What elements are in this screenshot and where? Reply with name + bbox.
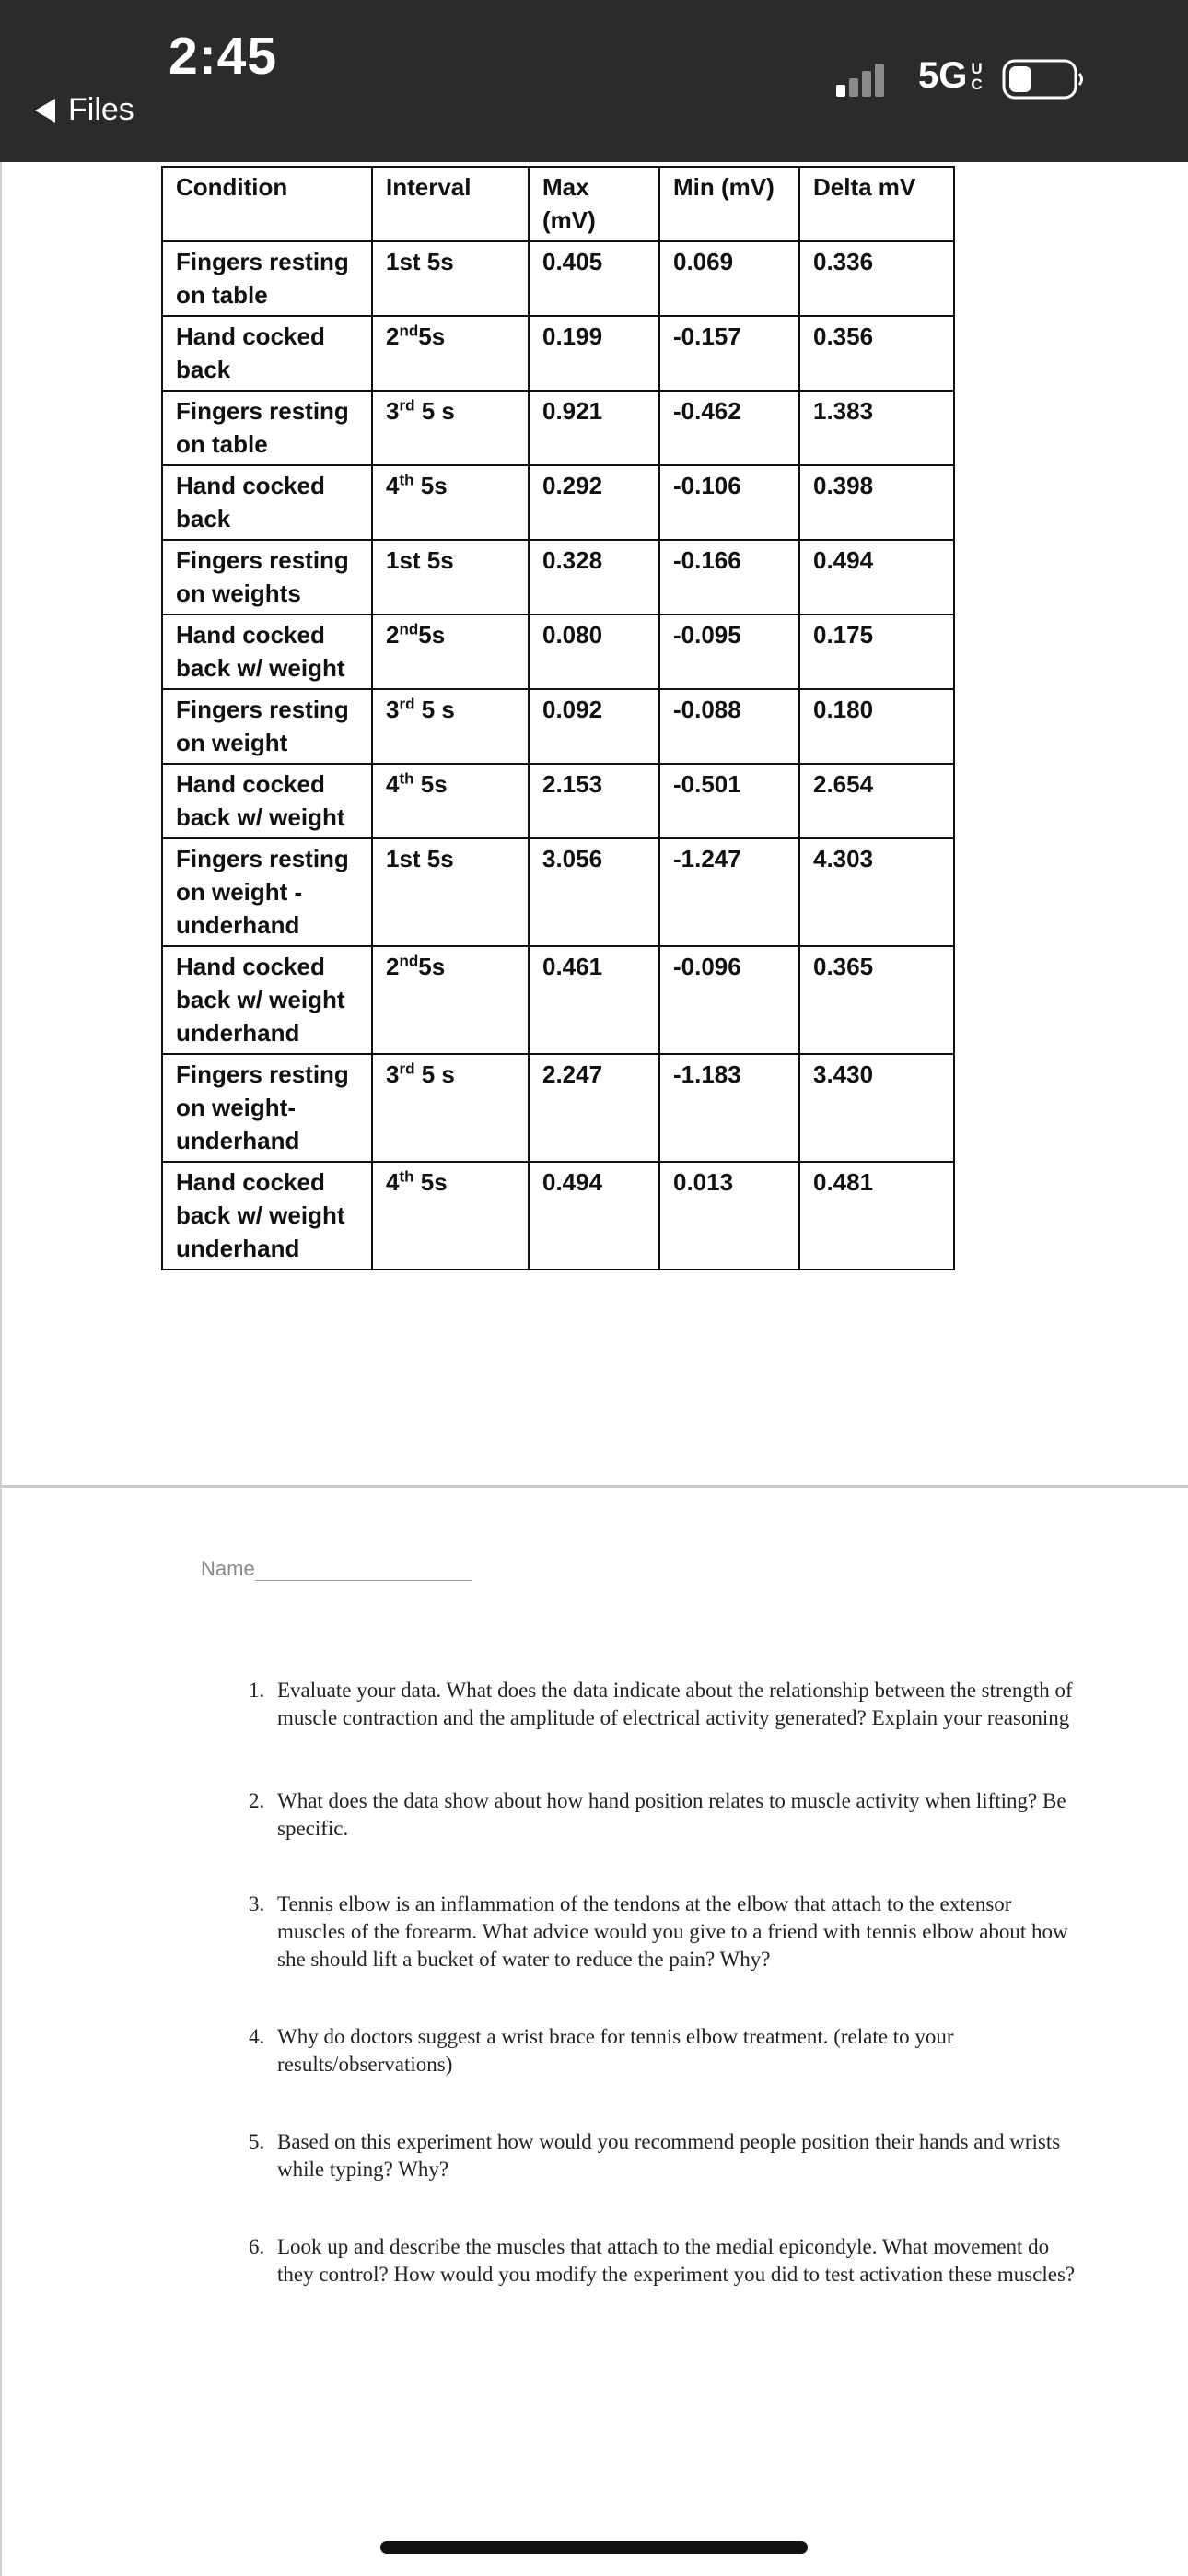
cell-condition: Hand cocked back w/ weight <box>162 615 372 689</box>
cell-min: -0.088 <box>659 689 799 764</box>
table-row <box>162 689 954 764</box>
signal-strength-icon <box>836 63 891 98</box>
cell-condition: Hand cocked back w/ weight underhand <box>162 946 372 1054</box>
cell-condition: Hand cocked back w/ weight <box>162 764 372 838</box>
table-row <box>162 540 954 615</box>
question-3: 3. Tennis elbow is an inflammation of the tendons at the elbow that attach to the extensor muscles of the forearm. What advice would you give to a friend with tennis elbow about how she should lift a bucket of water to reduce the pain? Why? <box>270 1891 1080 1973</box>
cell-max: 0.092 <box>529 689 659 764</box>
cell-min: -0.095 <box>659 615 799 689</box>
cell-max: 2.153 <box>529 764 659 838</box>
header-condition: Condition <box>162 167 372 241</box>
cell-min: -1.247 <box>659 838 799 946</box>
cell-condition: Fingers resting on weight <box>162 689 372 764</box>
name-field <box>201 1557 472 1581</box>
table-row <box>162 764 954 838</box>
cell-delta: 0.398 <box>799 465 954 540</box>
cell-delta: 0.175 <box>799 615 954 689</box>
cell-max: 0.292 <box>529 465 659 540</box>
table-row <box>162 241 954 316</box>
question-1: 1. Evaluate your data. What does the data indicate about the relationship between the strength of muscle contraction and the amplitude of electrical activity generated? Explain your reasoning <box>270 1677 1080 1732</box>
cell-min: -0.157 <box>659 316 799 391</box>
cell-condition: Fingers resting on weights <box>162 540 372 615</box>
cell-max: 0.494 <box>529 1162 659 1270</box>
table-row <box>162 1054 954 1162</box>
cell-condition: Fingers resting on weight- underhand <box>162 1054 372 1162</box>
cell-condition: Fingers resting on weight - underhand <box>162 838 372 946</box>
battery-icon <box>1002 59 1085 100</box>
status-time: 2:45 <box>169 27 278 86</box>
cell-max: 2.247 <box>529 1054 659 1162</box>
question-5: 5. Based on this experiment how would you recommend people position their hands and wrists while typing? Why? <box>270 2128 1080 2184</box>
name-blank-line <box>255 1562 472 1581</box>
table-row <box>162 465 954 540</box>
table-row <box>162 1162 954 1270</box>
table-header-row <box>162 167 954 241</box>
cell-delta: 3.430 <box>799 1054 954 1162</box>
table-body <box>162 241 954 1270</box>
cell-interval: 2nd5s <box>372 615 529 689</box>
cell-interval: 4th 5s <box>372 764 529 838</box>
cell-max: 0.080 <box>529 615 659 689</box>
network-subscript: U C <box>971 59 983 93</box>
header-delta: Delta mV <box>799 167 954 241</box>
cell-max: 0.199 <box>529 316 659 391</box>
cell-delta: 0.180 <box>799 689 954 764</box>
network-indicator <box>918 55 983 97</box>
cell-delta: 1.383 <box>799 391 954 465</box>
question-6: 6. Look up and describe the muscles that attach to the medial epicondyle. What movement do they control? How would you modify the experiment you did to test activation these muscles? <box>270 2233 1080 2289</box>
cell-delta: 0.494 <box>799 540 954 615</box>
cell-condition: Fingers resting on table <box>162 241 372 316</box>
cell-max: 3.056 <box>529 838 659 946</box>
cell-min: 0.069 <box>659 241 799 316</box>
header-min: Min (mV) <box>659 167 799 241</box>
question-2: 2. What does the data show about how hand position relates to muscle activity when lifting? Be specific. <box>270 1787 1080 1843</box>
table-row <box>162 391 954 465</box>
cell-max: 0.461 <box>529 946 659 1054</box>
cell-min: -1.183 <box>659 1054 799 1162</box>
cell-interval: 4th 5s <box>372 1162 529 1270</box>
status-bar <box>0 0 1188 162</box>
table-row <box>162 838 954 946</box>
cell-interval: 2nd5s <box>372 946 529 1054</box>
cell-condition: Hand cocked back <box>162 316 372 391</box>
header-interval: Interval <box>372 167 529 241</box>
cell-min: -0.106 <box>659 465 799 540</box>
cell-condition: Hand cocked back <box>162 465 372 540</box>
cell-min: -0.166 <box>659 540 799 615</box>
table-row <box>162 316 954 391</box>
network-type: 5G <box>918 55 968 96</box>
name-label: Name <box>201 1557 255 1580</box>
cell-interval: 1st 5s <box>372 241 529 316</box>
cell-delta: 0.336 <box>799 241 954 316</box>
cell-interval: 4th 5s <box>372 465 529 540</box>
table-row <box>162 615 954 689</box>
cell-condition: Hand cocked back w/ weight underhand <box>162 1162 372 1270</box>
cell-min: -0.462 <box>659 391 799 465</box>
cell-delta: 0.481 <box>799 1162 954 1270</box>
page-divider <box>0 1485 1188 1488</box>
question-4: 4. Why do doctors suggest a wrist brace for tennis elbow treatment. (relate to your results/observations) <box>270 2023 1080 2078</box>
cell-delta: 4.303 <box>799 838 954 946</box>
header-max: Max (mV) <box>529 167 659 241</box>
cell-min: -0.096 <box>659 946 799 1054</box>
cell-min: -0.501 <box>659 764 799 838</box>
cell-min: 0.013 <box>659 1162 799 1270</box>
cell-interval: 1st 5s <box>372 838 529 946</box>
cell-max: 0.405 <box>529 241 659 316</box>
back-to-files-button[interactable] <box>35 92 134 128</box>
cell-delta: 0.356 <box>799 316 954 391</box>
cell-interval: 2nd5s <box>372 316 529 391</box>
cell-interval: 3rd 5 s <box>372 689 529 764</box>
table-row <box>162 946 954 1054</box>
cell-max: 0.921 <box>529 391 659 465</box>
cell-delta: 2.654 <box>799 764 954 838</box>
emg-data-table <box>161 166 955 1270</box>
cell-max: 0.328 <box>529 540 659 615</box>
question-list <box>235 1677 1080 2289</box>
cell-interval: 1st 5s <box>372 540 529 615</box>
home-indicator[interactable] <box>380 2541 808 2554</box>
cell-interval: 3rd 5 s <box>372 1054 529 1162</box>
cell-interval: 3rd 5 s <box>372 391 529 465</box>
cell-delta: 0.365 <box>799 946 954 1054</box>
back-triangle-icon <box>35 99 55 123</box>
back-label: Files <box>68 92 134 127</box>
cell-condition: Fingers resting on table <box>162 391 372 465</box>
